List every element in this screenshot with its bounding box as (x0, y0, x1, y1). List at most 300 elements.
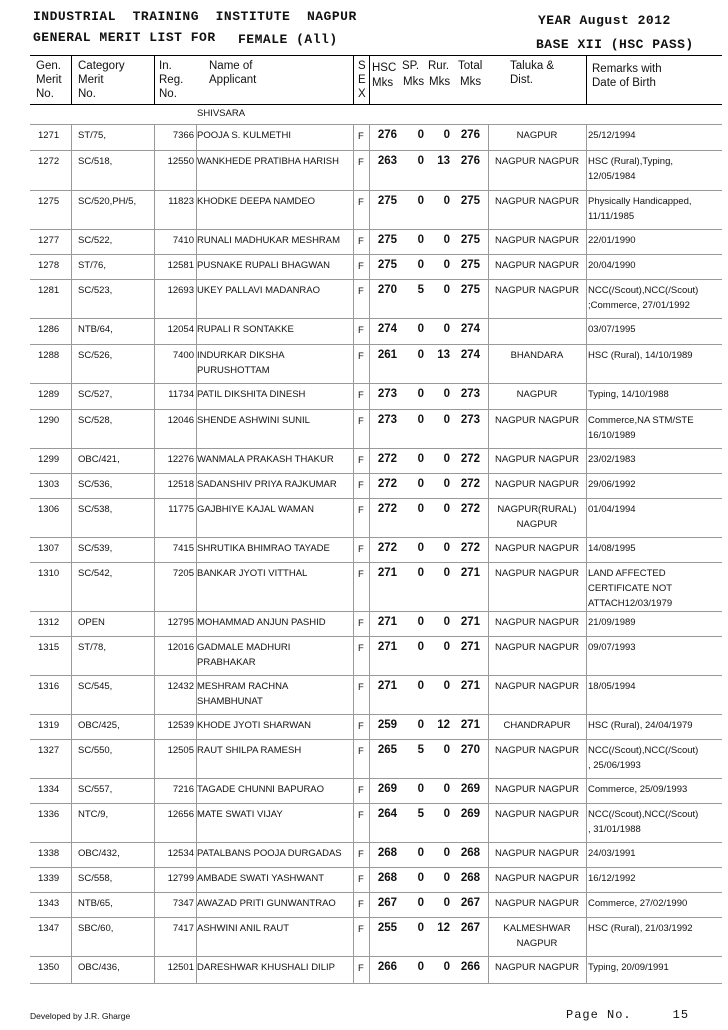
applicant-name: WANKHEDE PRATIBHA HARISH (197, 156, 339, 167)
remarks: 01/04/1994 (588, 504, 636, 515)
category-merit-no: SC/545, (78, 681, 113, 692)
applicant-name: BANKAR JYOTI VITTHAL (197, 568, 308, 579)
remarks: 03/07/1995 (588, 324, 636, 335)
reg-no: 12432 (167, 681, 194, 692)
taluka-dist: NAGPUR (516, 130, 558, 141)
remarks: Typing, 14/10/1988 (588, 389, 669, 400)
remarks: NCC(/Scout),NCC(/Scout) (588, 809, 699, 820)
total-marks: 275 (460, 259, 480, 271)
taluka-dist: CHANDRAPUR (503, 720, 571, 731)
total-marks: 267 (460, 922, 480, 934)
gen-merit-no: 1336 (38, 809, 60, 820)
col-total: Total (458, 60, 483, 72)
reg-no: 12581 (167, 260, 194, 271)
table-row (30, 537, 722, 563)
category-merit-no: SBC/60, (78, 923, 114, 934)
taluka-dist: NAGPUR NAGPUR (495, 260, 579, 271)
rur-marks: 0 (443, 259, 450, 271)
total-marks: 271 (460, 616, 480, 628)
remarks: 09/07/1993 (588, 642, 636, 653)
hsc-marks: 275 (377, 259, 397, 271)
applicant-name: AMBADE SWATI YASHWANT (197, 873, 325, 884)
gen-merit-no: 1306 (38, 504, 60, 515)
total-marks: 274 (460, 349, 480, 361)
col-sex: S E X (358, 60, 366, 100)
sex: F (358, 480, 364, 491)
applicant-name: INDURKAR DIKSHA (197, 350, 285, 361)
rur-marks: 0 (443, 616, 450, 628)
sp-marks: 0 (417, 155, 424, 167)
applicant-name: SHENDE ASHWINI SUNIL (197, 415, 310, 426)
taluka-dist: NAGPUR NAGPUR (495, 848, 579, 859)
rur-marks: 0 (443, 542, 450, 554)
hsc-marks: 274 (377, 323, 397, 335)
taluka-dist: NAGPUR NAGPUR (495, 454, 579, 465)
gen-merit-no: 1286 (38, 324, 60, 335)
total-marks: 271 (460, 680, 480, 692)
sex: F (358, 682, 364, 693)
category-merit-no: OPEN (78, 617, 105, 628)
table-row (30, 562, 722, 612)
reg-no: 12276 (167, 454, 194, 465)
reg-no: 7415 (172, 543, 194, 554)
sp-marks: 0 (417, 961, 424, 973)
sp-marks: 0 (417, 783, 424, 795)
applicant-name: KHODKE DEEPA NAMDEO (197, 196, 316, 207)
total-marks: 275 (460, 195, 480, 207)
gen-merit-no: 1343 (38, 898, 60, 909)
gen-merit-no: 1347 (38, 923, 60, 934)
taluka-dist: BHANDARA (510, 350, 564, 361)
taluka-dist: NAGPUR NAGPUR (495, 962, 579, 973)
category-merit-no: SC/542, (78, 568, 113, 579)
table-row (30, 803, 722, 843)
category-merit-no: SC/557, (78, 784, 113, 795)
carryover-text: SHIVSARA (197, 108, 246, 119)
sp-marks: 0 (417, 414, 424, 426)
taluka-dist: NAGPUR NAGPUR (495, 617, 579, 628)
remarks: NCC(/Scout),NCC(/Scout) (588, 745, 699, 756)
rur-marks: 0 (443, 478, 450, 490)
hsc-marks: 272 (377, 453, 397, 465)
gen-merit-no: 1299 (38, 454, 60, 465)
remarks-cont: CERTIFICATE NOT (588, 583, 673, 594)
applicant-name: POOJA S. KULMETHI (197, 130, 291, 141)
sp-marks: 0 (417, 680, 424, 692)
remarks-cont: 16/10/1989 (588, 430, 636, 441)
sp-marks: 0 (417, 503, 424, 515)
hsc-marks: 269 (377, 783, 397, 795)
category-merit-no: SC/538, (78, 504, 113, 515)
col-hsc: HSC (372, 62, 397, 74)
sex: F (358, 569, 364, 580)
col-reg: In. Reg. No. (159, 60, 184, 100)
remarks: 22/01/1990 (588, 235, 636, 246)
category-merit-no: SC/528, (78, 415, 113, 426)
hsc-marks: 263 (377, 155, 397, 167)
reg-no: 12693 (167, 285, 194, 296)
taluka-dist: NAGPUR NAGPUR (495, 873, 579, 884)
remarks-cont: 11/11/1985 (588, 211, 635, 222)
gen-merit-no: 1312 (38, 617, 60, 628)
sp-marks: 0 (417, 567, 424, 579)
table-row (30, 448, 722, 474)
gen-merit-no: 1315 (38, 642, 60, 653)
category-merit-no: OBC/425, (78, 720, 120, 731)
table-row (30, 739, 722, 779)
applicant-name: TAGADE CHUNNI BAPURAO (197, 784, 325, 795)
applicant-name-cont: SHAMBHUNAT (197, 696, 263, 707)
reg-no: 11823 (168, 196, 194, 207)
reg-no: 12016 (167, 642, 194, 653)
rur-marks: 0 (443, 323, 450, 335)
applicant-name: PATALBANS POOJA DURGADAS (197, 848, 342, 859)
reg-no: 12505 (167, 745, 194, 756)
category-merit-no: SC/520,PH/5, (78, 196, 137, 207)
reg-no: 7347 (172, 898, 194, 909)
gen-merit-no: 1303 (38, 479, 60, 490)
remarks-cont: ;Commerce, 27/01/1992 (588, 300, 690, 311)
rur-marks: 0 (443, 783, 450, 795)
list-title: GENERAL MERIT LIST FOR (33, 30, 216, 45)
rur-marks: 0 (443, 808, 450, 820)
table-row (30, 190, 722, 230)
sex: F (358, 721, 364, 732)
taluka-dist: NAGPUR (516, 389, 558, 400)
remarks: LAND AFFECTED (588, 568, 666, 579)
col-sp: SP. (402, 60, 420, 72)
sp-marks: 0 (417, 388, 424, 400)
col-sp-mks: Mks (403, 76, 425, 88)
sex: F (358, 618, 364, 629)
gen-merit-no: 1307 (38, 543, 60, 554)
remarks: HSC (Rural),Typing, (588, 156, 673, 167)
reg-no: 12795 (167, 617, 194, 628)
rur-marks: 12 (437, 922, 450, 934)
applicant-name-cont: PRABHAKAR (197, 657, 256, 668)
sp-marks: 0 (417, 872, 424, 884)
category-merit-no: NTB/65, (78, 898, 113, 909)
reg-no: 12799 (167, 873, 194, 884)
sp-marks: 5 (417, 284, 424, 296)
hsc-marks: 273 (377, 414, 397, 426)
table-row (30, 150, 722, 191)
sp-marks: 0 (417, 259, 424, 271)
sp-marks: 0 (417, 616, 424, 628)
applicant-name-cont: PURUSHOTTAM (197, 365, 270, 376)
table-row (30, 917, 722, 957)
sex: F (358, 643, 364, 654)
reg-no: 12501 (167, 962, 194, 973)
taluka-dist: NAGPUR NAGPUR (495, 196, 579, 207)
table-row (30, 344, 722, 384)
rur-marks: 13 (437, 349, 450, 361)
sex: F (358, 131, 364, 142)
taluka-dist: NAGPUR NAGPUR (495, 479, 579, 490)
col-remarks: Remarks with Date of Birth (592, 63, 662, 89)
rur-marks: 0 (443, 680, 450, 692)
column-header (30, 55, 722, 105)
total-marks: 271 (460, 567, 480, 579)
reg-no: 7366 (172, 130, 194, 141)
taluka-dist: NAGPUR NAGPUR (495, 156, 579, 167)
reg-no: 7417 (172, 923, 194, 934)
total-marks: 272 (460, 542, 480, 554)
hsc-marks: 268 (377, 847, 397, 859)
gen-merit-no: 1278 (38, 260, 60, 271)
rur-marks: 0 (443, 961, 450, 973)
remarks: Commerce,NA STM/STE (588, 415, 694, 426)
sp-marks: 0 (417, 349, 424, 361)
sp-marks: 0 (417, 453, 424, 465)
rur-marks: 0 (443, 872, 450, 884)
gen-merit-no: 1316 (38, 681, 60, 692)
total-marks: 269 (460, 783, 480, 795)
sex: F (358, 899, 364, 910)
remarks-cont-2: ATTACH12/03/1979 (588, 598, 673, 609)
sp-marks: 0 (417, 478, 424, 490)
sex: F (358, 416, 364, 427)
taluka-dist: NAGPUR NAGPUR (495, 898, 579, 909)
total-marks: 269 (460, 808, 480, 820)
institute-title: INDUSTRIAL TRAINING INSTITUTE NAGPUR (33, 9, 357, 24)
reg-no: 12518 (167, 479, 194, 490)
reg-no: 11734 (168, 389, 194, 400)
hsc-marks: 273 (377, 388, 397, 400)
remarks: HSC (Rural), 21/03/1992 (588, 923, 693, 934)
rur-marks: 0 (443, 567, 450, 579)
sex: F (358, 325, 364, 336)
rur-marks: 0 (443, 453, 450, 465)
reg-no: 7400 (172, 350, 194, 361)
applicant-name: KHODE JYOTI SHARWAN (197, 720, 312, 731)
category-merit-no: SC/539, (78, 543, 113, 554)
applicant-name: UKEY PALLAVI MADANRAO (197, 285, 321, 296)
reg-no: 12534 (167, 848, 194, 859)
taluka-dist: NAGPUR NAGPUR (495, 415, 579, 426)
table-row (30, 383, 722, 410)
gen-merit-no: 1281 (38, 285, 60, 296)
category-merit-no: SC/526, (78, 350, 113, 361)
taluka-dist: NAGPUR NAGPUR (495, 568, 579, 579)
gen-merit-no: 1272 (38, 156, 60, 167)
remarks: 25/12/1994 (588, 130, 636, 141)
gen-merit-no: 1271 (38, 130, 60, 141)
table-row (30, 611, 722, 637)
total-marks: 276 (460, 129, 480, 141)
sex: F (358, 157, 364, 168)
remarks: 24/03/1991 (588, 848, 636, 859)
taluka-dist: NAGPUR NAGPUR (495, 784, 579, 795)
col-rur: Rur. (428, 60, 450, 72)
rur-marks: 0 (443, 897, 450, 909)
table-row (30, 498, 722, 538)
category-merit-no: SC/523, (78, 285, 113, 296)
total-marks: 273 (460, 388, 480, 400)
reg-no: 7216 (172, 784, 194, 795)
taluka-dist: NAGPUR NAGPUR (495, 681, 579, 692)
applicant-name: MOHAMMAD ANJUN PASHID (197, 617, 326, 628)
applicant-name: PUSNAKE RUPALI BHAGWAN (197, 260, 331, 271)
gen-merit-no: 1277 (38, 235, 60, 246)
gen-merit-no: 1288 (38, 350, 60, 361)
gen-merit-no: 1338 (38, 848, 60, 859)
category-merit-no: OBC/421, (78, 454, 120, 465)
page-number: Page No. 15 (566, 1008, 690, 1022)
applicant-name: DARESHWAR KHUSHALI DILIP (197, 962, 335, 973)
remarks: HSC (Rural), 24/04/1979 (588, 720, 693, 731)
hsc-marks: 264 (377, 808, 397, 820)
total-marks: 273 (460, 414, 480, 426)
col-name: Name of Applicant (209, 60, 257, 86)
hsc-marks: 271 (377, 680, 397, 692)
sex: F (358, 455, 364, 466)
sp-marks: 0 (417, 847, 424, 859)
hsc-marks: 255 (377, 922, 397, 934)
total-marks: 274 (460, 323, 480, 335)
applicant-name: AWAZAD PRITI GUNWANTRAO (197, 898, 336, 909)
category-merit-no: SC/558, (78, 873, 113, 884)
taluka-dist: NAGPUR NAGPUR (495, 285, 579, 296)
hsc-marks: 266 (377, 961, 397, 973)
sp-marks: 5 (417, 744, 424, 756)
category-merit-no: OBC/432, (78, 848, 120, 859)
reg-no: 7205 (172, 568, 194, 579)
total-marks: 268 (460, 872, 480, 884)
applicant-name: GADMALE MADHURI (197, 642, 291, 653)
applicant-name: PATIL DIKSHITA DINESH (197, 389, 306, 400)
taluka-dist: NAGPUR NAGPUR (495, 809, 579, 820)
total-marks: 275 (460, 284, 480, 296)
sex: F (358, 390, 364, 401)
rur-marks: 13 (437, 155, 450, 167)
total-marks: 270 (460, 744, 480, 756)
taluka-dist: NAGPUR NAGPUR (495, 235, 579, 246)
rur-marks: 0 (443, 129, 450, 141)
taluka-dist-cont: NAGPUR (516, 938, 558, 949)
remarks-cont: , 25/06/1993 (588, 760, 641, 771)
gen-merit-no: 1275 (38, 196, 60, 207)
sex: F (358, 849, 364, 860)
hsc-marks: 272 (377, 503, 397, 515)
category-merit-no: SC/518, (78, 156, 113, 167)
table-row (30, 124, 722, 151)
reg-no: 12054 (167, 324, 194, 335)
applicant-name: RUNALI MADHUKAR MESHRAM (197, 235, 341, 246)
remarks: Commerce, 25/09/1993 (588, 784, 688, 795)
table-row (30, 867, 722, 893)
applicant-name: RUPALI R SONTAKKE (197, 324, 294, 335)
hsc-marks: 261 (377, 349, 397, 361)
table-row (30, 254, 722, 280)
hsc-marks: 271 (377, 616, 397, 628)
category-merit-no: ST/76, (78, 260, 106, 271)
hsc-marks: 268 (377, 872, 397, 884)
total-marks: 272 (460, 478, 480, 490)
col-gen-merit: Gen. Merit No. (36, 60, 62, 100)
hsc-marks: 271 (377, 641, 397, 653)
sex: F (358, 197, 364, 208)
sp-marks: 0 (417, 323, 424, 335)
total-marks: 266 (460, 961, 480, 973)
table-row (30, 842, 722, 868)
rur-marks: 0 (443, 234, 450, 246)
applicant-name: MESHRAM RACHNA (197, 681, 289, 692)
sp-marks: 0 (417, 641, 424, 653)
hsc-marks: 275 (377, 195, 397, 207)
reg-no: 12046 (167, 415, 194, 426)
applicant-name: SHRUTIKA BHIMRAO TAYADE (197, 543, 330, 554)
rur-marks: 0 (443, 503, 450, 515)
sp-marks: 0 (417, 719, 424, 731)
total-marks: 268 (460, 847, 480, 859)
rur-marks: 0 (443, 744, 450, 756)
category-merit-no: ST/75, (78, 130, 106, 141)
applicant-name: WANMALA PRAKASH THAKUR (197, 454, 334, 465)
remarks: NCC(/Scout),NCC(/Scout) (588, 285, 699, 296)
reg-no: 11775 (168, 504, 194, 515)
reg-no: 12539 (167, 720, 194, 731)
taluka-dist-cont: NAGPUR (516, 519, 558, 530)
taluka-dist: NAGPUR(RURAL) (497, 504, 577, 515)
col-hsc-mks: Mks (372, 77, 394, 89)
sex: F (358, 810, 364, 821)
gen-merit-no: 1339 (38, 873, 60, 884)
category-merit-no: NTC/9, (78, 809, 109, 820)
base-label: BASE XII (HSC PASS) (536, 37, 694, 52)
hsc-marks: 272 (377, 478, 397, 490)
table-row (30, 409, 722, 449)
hsc-marks: 271 (377, 567, 397, 579)
sex: F (358, 874, 364, 885)
hsc-marks: 267 (377, 897, 397, 909)
rur-marks: 0 (443, 284, 450, 296)
rur-marks: 0 (443, 847, 450, 859)
remarks: 23/02/1983 (588, 454, 636, 465)
taluka-dist: NAGPUR NAGPUR (495, 642, 579, 653)
remarks: 16/12/1992 (588, 873, 636, 884)
applicant-name: RAUT SHILPA RAMESH (197, 745, 302, 756)
rur-marks: 0 (443, 641, 450, 653)
developer-credit: Developed by J.R. Gharge (30, 1011, 131, 1021)
sex: F (358, 544, 364, 555)
remarks: Typing, 20/09/1991 (588, 962, 669, 973)
sp-marks: 0 (417, 129, 424, 141)
rur-marks: 0 (443, 388, 450, 400)
table-row (30, 473, 722, 499)
rur-marks: 0 (443, 414, 450, 426)
table-row (30, 778, 722, 804)
gen-merit-no: 1327 (38, 745, 60, 756)
remarks: 29/06/1992 (588, 479, 636, 490)
table-row (30, 279, 722, 319)
sex: F (358, 261, 364, 272)
gen-merit-no: 1350 (38, 962, 60, 973)
rur-marks: 12 (437, 719, 450, 731)
year-label: YEAR August 2012 (538, 13, 671, 28)
hsc-marks: 272 (377, 542, 397, 554)
sp-marks: 5 (417, 808, 424, 820)
sex: F (358, 963, 364, 974)
applicant-name: ASHWINI ANIL RAUT (197, 923, 290, 934)
sex: F (358, 924, 364, 935)
carryover-row (30, 103, 722, 125)
category-merit-no: SC/527, (78, 389, 113, 400)
remarks: 21/09/1989 (588, 617, 636, 628)
total-marks: 272 (460, 503, 480, 515)
col-taluka: Taluka & Dist. (510, 60, 555, 86)
sp-marks: 0 (417, 922, 424, 934)
